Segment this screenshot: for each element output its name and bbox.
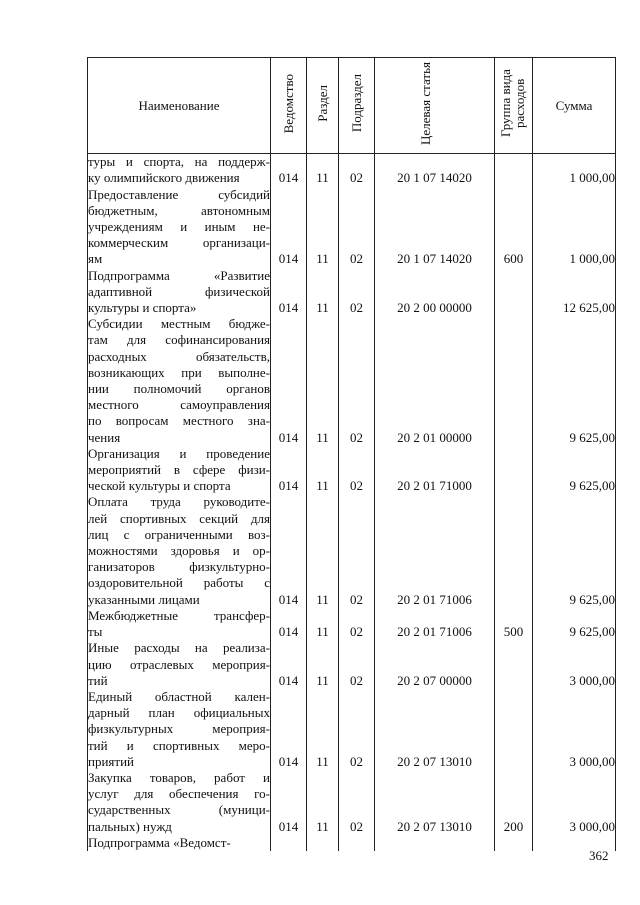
row-sum-cell: 9 625,00: [533, 446, 616, 495]
row-subsection-cell: 02: [339, 187, 375, 268]
row-name-line: адаптивной физической: [88, 283, 270, 299]
row-name-line: нии полномочий органов: [88, 381, 270, 397]
row-name-cell: [88, 640, 271, 689]
row-target-cell: 20 2 00 00000: [375, 268, 495, 317]
row-sum-cell: 9 625,00: [533, 316, 616, 446]
table-row: [88, 446, 616, 495]
row-sum-cell: 9 625,00: [533, 494, 616, 607]
table-row: [88, 268, 616, 317]
row-name-line: местного самоуправления: [88, 397, 270, 413]
row-section-cell: 11: [307, 770, 339, 835]
row-dept-cell: 014: [271, 268, 307, 317]
row-subsection-cell: [339, 835, 375, 851]
row-sum-cell: 3 000,00: [533, 640, 616, 689]
row-name-cell: [88, 689, 271, 770]
row-name-line: мероприятий в сфере физи-: [88, 462, 270, 478]
row-expense-group-cell: [495, 835, 533, 851]
row-section-cell: 11: [307, 154, 339, 187]
row-name-line: там для софинансирования: [88, 332, 270, 348]
row-expense-group-cell: [495, 316, 533, 446]
row-name-line: услуг для обеспечения го-: [88, 786, 270, 802]
row-dept-cell: 014: [271, 316, 307, 446]
row-name-line: Организация и проведение: [88, 445, 270, 461]
row-expense-group-cell: 500: [495, 608, 533, 640]
row-expense-group-cell: [495, 446, 533, 495]
row-section-cell: 11: [307, 640, 339, 689]
row-dept-cell: 014: [271, 187, 307, 268]
row-dept-cell: 014: [271, 640, 307, 689]
row-section-cell: 11: [307, 608, 339, 640]
row-target-cell: 20 2 07 13010: [375, 770, 495, 835]
row-name-line: лиц с ограниченными воз-: [88, 526, 270, 542]
header-expense-group: Группа вида расходов: [495, 58, 533, 154]
row-name-cell: [88, 154, 271, 187]
row-name-line: учреждениям и иным не-: [88, 219, 270, 235]
row-dept-cell: 014: [271, 494, 307, 607]
row-name-line: тий: [88, 672, 108, 688]
row-target-cell: 20 2 01 71006: [375, 608, 495, 640]
row-expense-group-cell: [495, 689, 533, 770]
row-name-line: коммерческим организаци-: [88, 235, 270, 251]
row-target-cell: 20 2 01 71000: [375, 446, 495, 495]
row-subsection-cell: 02: [339, 640, 375, 689]
row-name-line: сударственных (муници-: [88, 802, 270, 818]
row-name-line: Иные расходы на реализа-: [88, 640, 270, 656]
table-row: [88, 640, 616, 689]
row-name-cell: [88, 316, 271, 446]
row-name-line: возникающих при выполне-: [88, 364, 270, 380]
table-row: [88, 608, 616, 640]
row-name-line: ям: [88, 251, 103, 267]
table-body: [88, 154, 616, 851]
row-sum-cell: 1 000,00: [533, 154, 616, 187]
header-name: Наименование: [88, 58, 271, 154]
row-expense-group-cell: [495, 640, 533, 689]
row-name-cell: [88, 608, 271, 640]
row-name-line: Предоставление субсидий: [88, 186, 270, 202]
row-section-cell: [307, 835, 339, 851]
row-dept-cell: 014: [271, 608, 307, 640]
row-subsection-cell: 02: [339, 689, 375, 770]
row-sum-cell: 9 625,00: [533, 608, 616, 640]
table-row: [88, 316, 616, 446]
header-target: Целевая статья: [375, 58, 495, 154]
row-sum-cell: 3 000,00: [533, 689, 616, 770]
row-expense-group-cell: [495, 268, 533, 317]
row-name-line: Оплата труда руководите-: [88, 494, 270, 510]
row-name-line: приятий: [88, 753, 134, 769]
header-section: Раздел: [307, 58, 339, 154]
row-sum-cell: 3 000,00: [533, 770, 616, 835]
row-name-line: Закупка товаров, работ и: [88, 769, 270, 785]
row-name-line: туры и спорта, на поддерж-: [88, 154, 270, 170]
row-expense-group-cell: [495, 154, 533, 187]
row-subsection-cell: 02: [339, 770, 375, 835]
row-expense-group-cell: 600: [495, 187, 533, 268]
row-name-line: ты: [88, 624, 103, 640]
row-name-cell: [88, 494, 271, 607]
table-row: [88, 494, 616, 607]
row-section-cell: 11: [307, 494, 339, 607]
row-name-line: пальных) нужд: [88, 818, 172, 834]
row-name-line: Единый областной кален-: [88, 688, 270, 704]
row-section-cell: 11: [307, 268, 339, 317]
row-section-cell: 11: [307, 446, 339, 495]
row-dept-cell: 014: [271, 446, 307, 495]
table-row: [88, 154, 616, 187]
row-name-cell: [88, 770, 271, 835]
row-name-line: Субсидии местным бюдже-: [88, 316, 270, 332]
row-subsection-cell: 02: [339, 494, 375, 607]
row-subsection-cell: 02: [339, 316, 375, 446]
row-dept-cell: 014: [271, 770, 307, 835]
row-name-cell: [88, 835, 271, 851]
row-dept-cell: 014: [271, 154, 307, 187]
row-subsection-cell: 02: [339, 608, 375, 640]
header-subsection: Подраздел: [339, 58, 375, 154]
row-section-cell: 11: [307, 316, 339, 446]
row-target-cell: 20 1 07 14020: [375, 187, 495, 268]
row-sum-cell: 1 000,00: [533, 187, 616, 268]
row-name-cell: [88, 268, 271, 317]
row-name-line: ческой культуры и спорта: [88, 478, 231, 494]
table-row: [88, 835, 616, 851]
header-sum: Сумма: [533, 58, 616, 154]
row-sum-cell: 12 625,00: [533, 268, 616, 317]
row-target-cell: 20 2 07 13010: [375, 689, 495, 770]
table-row: [88, 689, 616, 770]
header-dept: Ведомство: [271, 58, 307, 154]
row-dept-cell: [271, 835, 307, 851]
row-dept-cell: 014: [271, 689, 307, 770]
table-header-row: [88, 58, 616, 154]
row-name-line: цию отраслевых мероприя-: [88, 656, 270, 672]
row-name-line: культуры и спорта»: [88, 300, 197, 316]
row-target-cell: 20 2 01 00000: [375, 316, 495, 446]
row-name-line: Подпрограмма «Ведомст-: [88, 834, 231, 850]
row-name-line: Подпрограмма «Развитие: [88, 267, 270, 283]
page-number: 362: [589, 848, 609, 863]
row-subsection-cell: 02: [339, 268, 375, 317]
row-target-cell: [375, 835, 495, 851]
row-name-line: лей спортивных секций для: [88, 510, 270, 526]
row-name-line: ку олимпийского движения: [88, 170, 240, 186]
table-row: [88, 770, 616, 835]
row-expense-group-cell: 200: [495, 770, 533, 835]
row-target-cell: 20 1 07 14020: [375, 154, 495, 187]
row-name-line: бюджетным, автономным: [88, 202, 270, 218]
row-expense-group-cell: [495, 494, 533, 607]
row-name-line: чения: [88, 429, 121, 445]
row-name-line: можностями здоровья и ор-: [88, 543, 270, 559]
row-name-line: дарный план официальных: [88, 705, 270, 721]
row-name-line: тий и спортивных меро-: [88, 737, 270, 753]
row-name-line: по вопросам местного зна-: [88, 413, 270, 429]
row-name-cell: [88, 187, 271, 268]
table-row: [88, 187, 616, 268]
row-subsection-cell: 02: [339, 154, 375, 187]
row-name-cell: [88, 446, 271, 495]
row-target-cell: 20 2 07 00000: [375, 640, 495, 689]
row-name-line: Межбюджетные трансфер-: [88, 607, 270, 623]
row-name-line: ганизаторов физкультурно-: [88, 559, 270, 575]
row-section-cell: 11: [307, 689, 339, 770]
row-section-cell: 11: [307, 187, 339, 268]
row-target-cell: 20 2 01 71006: [375, 494, 495, 607]
row-name-line: указанными лицами: [88, 591, 200, 607]
row-subsection-cell: 02: [339, 446, 375, 495]
row-name-line: физкультурных мероприя-: [88, 721, 270, 737]
row-name-line: расходных обязательств,: [88, 348, 270, 364]
budget-table: [87, 57, 616, 851]
row-name-line: оздоровительной работы с: [88, 575, 270, 591]
